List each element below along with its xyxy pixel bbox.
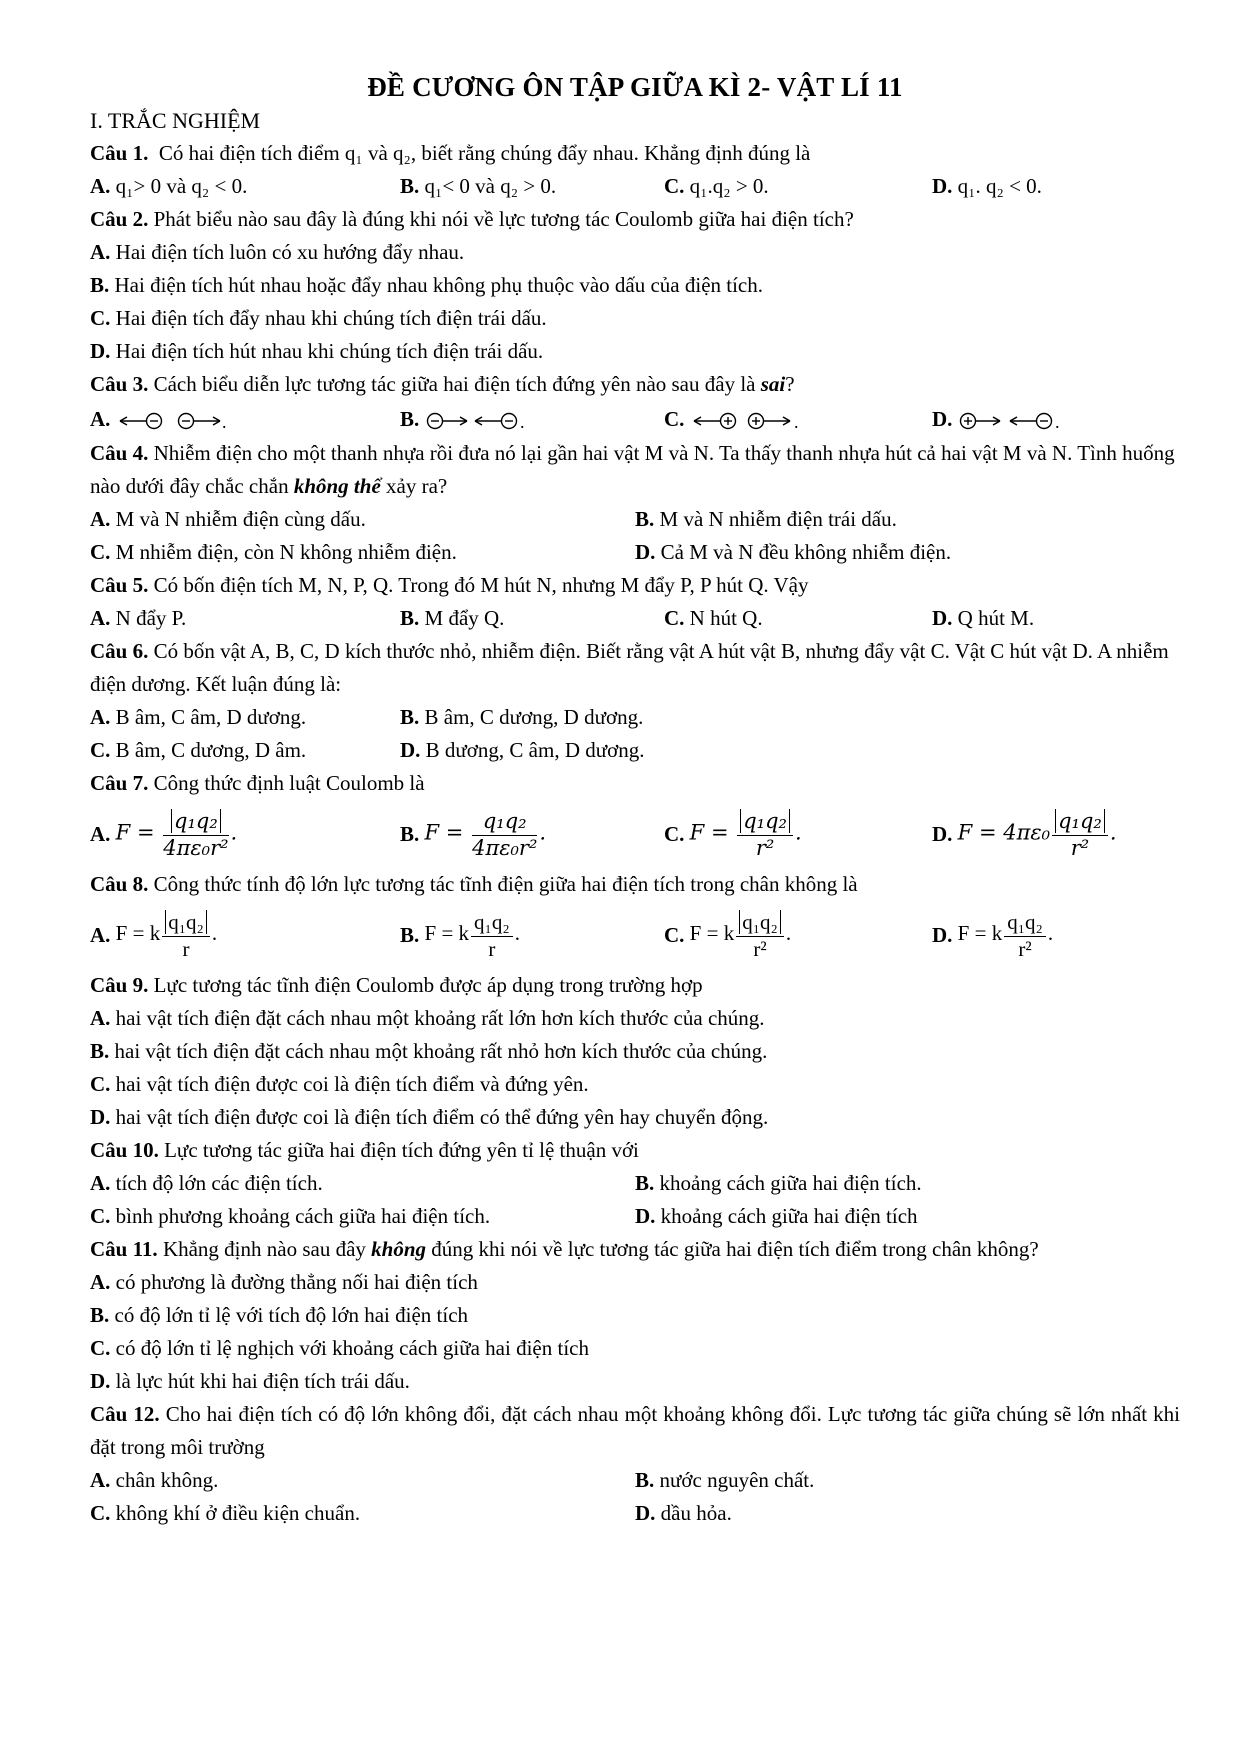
option-label: D. [932, 922, 953, 947]
option-c: Hai điện tích đẩy nhau khi chúng tích điện trái dấu. [115, 306, 547, 330]
document-page [90, 72, 1180, 1530]
question-stem: Lực tương tác tĩnh điện Coulomb được áp dụng trong trường hợp [153, 973, 703, 997]
option-c: M nhiễm điện, còn N không nhiễm điện. [115, 540, 457, 564]
option-label: C. [90, 1072, 111, 1096]
formula-d: F = 4πε₀ $\frac{\text{q₁q₂}}{\text{r²}}$ . [957, 809, 1117, 860]
option-label: D. [932, 174, 953, 198]
question-stem: Có bốn vật A, B, C, D kích thước nhỏ, nhiễm điện. Biết rằng vật A hút vật B, nhưng đẩy vật C. Vật C hút vật D. A nhiễm điện dương. Kết luận đúng là: [90, 639, 1169, 696]
question-label: Câu 8. [90, 872, 149, 896]
option-label: C. [90, 1336, 111, 1360]
option-b: q₁< 0 và q₂ > 0. [424, 174, 557, 198]
option-b: B âm, C dương, D dương. [424, 705, 644, 729]
option-label: C. [664, 406, 685, 431]
charge-arrow-diagram-b [425, 410, 535, 432]
question-label: Câu 9. [90, 973, 149, 997]
question-label: Câu 10. [90, 1138, 159, 1162]
option-b: Hai điện tích hút nhau hoặc đẩy nhau không phụ thuộc vào dấu của điện tích. [114, 273, 764, 297]
option-a: tích độ lớn các điện tích. [115, 1171, 323, 1195]
formula-c: F = k $\frac{\text{q₁q₂}}{\text{r²}}$ . [689, 910, 792, 961]
option-a: có phương là đường thẳng nối hai điện tích [115, 1270, 478, 1294]
question-label: Câu 11. [90, 1237, 158, 1261]
option-label: C. [90, 738, 111, 762]
option-a: B âm, C âm, D dương. [115, 705, 307, 729]
option-label: B. [400, 922, 420, 947]
option-label: A. [90, 705, 111, 729]
question-stem: Khẳng định nào sau đây [162, 1237, 366, 1261]
formula-a: F = k $\frac{\text{q₁q₂}}{r}$ . [115, 910, 218, 961]
question-stem: Cho hai điện tích có độ lớn không đổi, đặt cách nhau một khoảng không đổi. Lực tương tác giữa chúng sẽ lớn nhất khi đặt trong môi trường [90, 1402, 1180, 1459]
option-label: D. [932, 406, 953, 431]
option-label: A. [90, 240, 111, 264]
option-d: hai vật tích điện được coi là điện tích điểm có thể đứng yên hay chuyển động. [115, 1105, 769, 1129]
option-a: hai vật tích điện đặt cách nhau một khoảng rất lớn hơn kích thước của chúng. [115, 1006, 765, 1030]
question-label: Câu 1. [90, 141, 149, 165]
option-label: A. [90, 1171, 111, 1195]
option-c: có độ lớn tỉ lệ nghịch với khoảng cách giữa hai điện tích [115, 1336, 589, 1360]
emphasis: không thể [293, 474, 381, 498]
option-label: B. [90, 1303, 110, 1327]
option-label: C. [90, 1501, 111, 1525]
charge-arrow-diagram-a [116, 410, 226, 432]
question-stem: Có hai điện tích điểm q₁ và q₂, biết rằng chúng đẩy nhau. Khẳng định đúng là [158, 141, 811, 165]
option-label: B. [400, 606, 420, 630]
question-stem: Cách biểu diễn lực tương tác giữa hai điện tích đứng yên nào sau đây là [153, 372, 756, 396]
option-d: dầu hỏa. [660, 1501, 732, 1525]
option-d: Q hút M. [957, 606, 1035, 630]
question-label: Câu 3. [90, 372, 149, 396]
option-label: D. [932, 606, 953, 630]
option-c: hai vật tích điện được coi là điện tích điểm và đứng yên. [115, 1072, 589, 1096]
option-d: q₁. q₂ < 0. [957, 174, 1042, 198]
option-label: B. [90, 273, 110, 297]
option-label: D. [932, 821, 953, 846]
option-c: B âm, C dương, D âm. [115, 738, 307, 762]
option-c: q₁.q₂ > 0. [689, 174, 769, 198]
option-label: B. [400, 406, 420, 431]
option-label: B. [400, 174, 420, 198]
formula-d: F = k $\frac{\text{q₁q₂}}{\text{r²}}$ . [957, 910, 1054, 961]
option-label: C. [664, 922, 685, 947]
formula-b: F = k $\frac{\text{q₁q₂}}{r}$ . [424, 910, 520, 961]
option-label: C. [90, 540, 111, 564]
question-stem: Công thức tính độ lớn lực tương tác tĩnh điện giữa hai điện tích trong chân không là [153, 872, 858, 896]
option-label: A. [90, 1468, 111, 1492]
formula-options-row [90, 901, 1180, 969]
formula-b: F = $\frac{\text{q₁q₂}}{\text{4πε₀r²}}$ . [424, 809, 547, 860]
options-row [90, 401, 1180, 437]
option-label: D. [90, 339, 111, 363]
option-label: D. [400, 738, 421, 762]
question-1 [90, 137, 1180, 170]
emphasis: không [371, 1237, 427, 1261]
question-stem: Có bốn điện tích M, N, P, Q. Trong đó M hút N, nhưng M đẩy P, P hút Q. Vậy [153, 573, 809, 597]
option-label: A. [90, 406, 111, 431]
option-label: A. [90, 174, 111, 198]
question-label: Câu 4. [90, 441, 149, 465]
option-d: B dương, C âm, D dương. [425, 738, 645, 762]
option-label: A. [90, 922, 111, 947]
question-label: Câu 6. [90, 639, 149, 663]
option-d: là lực hút khi hai điện tích trái dấu. [115, 1369, 410, 1393]
question-label: Câu 7. [90, 771, 149, 795]
svg-text:.: . [1054, 411, 1060, 432]
option-a: M và N nhiễm điện cùng dấu. [115, 507, 366, 531]
option-label: D. [635, 1501, 656, 1525]
question-stem-end: xảy ra? [386, 474, 448, 498]
formula-options-row [90, 800, 1180, 868]
option-label: A. [90, 507, 111, 531]
option-a: Hai điện tích luôn có xu hướng đẩy nhau. [115, 240, 465, 264]
svg-text:.: . [793, 411, 799, 432]
emphasis: sai [760, 372, 786, 396]
options-row [90, 170, 1180, 203]
option-label: D. [635, 1204, 656, 1228]
option-label: C. [90, 306, 111, 330]
option-c: không khí ở điều kiện chuẩn. [115, 1501, 361, 1525]
option-d: khoảng cách giữa hai điện tích [660, 1204, 918, 1228]
svg-text:.: . [519, 411, 525, 432]
option-label: A. [90, 606, 111, 630]
option-label: D. [90, 1369, 111, 1393]
option-b: hai vật tích điện đặt cách nhau một khoảng rất nhỏ hơn kích thước của chúng. [114, 1039, 768, 1063]
formula-a: F = $\frac{\text{q₁q₂}}{\text{4πε₀r²}}$ . [115, 809, 238, 860]
section-heading: I. TRẮC NGHIỆM [90, 108, 261, 133]
option-label: D. [635, 540, 656, 564]
option-d: Hai điện tích hút nhau khi chúng tích điện trái dấu. [115, 339, 544, 363]
option-b: có độ lớn tỉ lệ với tích độ lớn hai điện tích [114, 1303, 469, 1327]
question-stem: Công thức định luật Coulomb là [153, 771, 425, 795]
question-stem-end: ? [785, 372, 795, 396]
question-stem: Nhiễm điện cho một thanh nhựa rồi đưa nó lại gần hai vật M và N. Ta thấy thanh nhựa hút cả hai vật M và N. Tình huống nào dưới đây chắc chắn [90, 441, 1175, 498]
option-label: C. [664, 174, 685, 198]
svg-text:.: . [221, 411, 227, 432]
question-label: Câu 2. [90, 207, 149, 231]
option-label: B. [400, 821, 420, 846]
question-label: Câu 5. [90, 573, 149, 597]
question-label: Câu 12. [90, 1402, 160, 1426]
option-label: A. [90, 1270, 111, 1294]
option-label: C. [664, 606, 685, 630]
option-b: M và N nhiễm điện trái dấu. [659, 507, 897, 531]
option-label: B. [635, 507, 655, 531]
option-label: A. [90, 1006, 111, 1030]
option-b: M đẩy Q. [424, 606, 505, 630]
option-label: C. [90, 1204, 111, 1228]
formula-c: F = $\frac{\text{q₁q₂}}{\text{r²}}$ . [689, 809, 802, 860]
option-label: C. [664, 821, 685, 846]
option-label: B. [635, 1171, 655, 1195]
question-stem: Phát biểu nào sau đây là đúng khi nói về lực tương tác Coulomb giữa hai điện tích? [153, 207, 854, 231]
option-label: B. [90, 1039, 110, 1063]
charge-arrow-diagram-c [690, 410, 810, 432]
option-c: N hút Q. [689, 606, 763, 630]
question-stem: Lực tương tác giữa hai điện tích đứng yên tỉ lệ thuận với [164, 1138, 639, 1162]
option-b: nước nguyên chất. [659, 1468, 815, 1492]
option-label: B. [400, 705, 420, 729]
option-c: bình phương khoảng cách giữa hai điện tích. [115, 1204, 491, 1228]
option-label: A. [90, 821, 111, 846]
option-b: khoảng cách giữa hai điện tích. [659, 1171, 922, 1195]
option-a: chân không. [115, 1468, 219, 1492]
option-d: Cả M và N đều không nhiễm điện. [660, 540, 952, 564]
option-label: D. [90, 1105, 111, 1129]
option-a: N đẩy P. [115, 606, 187, 630]
question-stem-end: đúng khi nói về lực tương tác giữa hai điện tích điểm trong chân không? [431, 1237, 1039, 1261]
page-title: ĐỀ CƯƠNG ÔN TẬP GIỮA KÌ 2- VẬT LÍ 11 [367, 72, 903, 102]
charge-arrow-diagram-d [958, 410, 1078, 432]
option-label: B. [635, 1468, 655, 1492]
option-a: q₁> 0 và q₂ < 0. [115, 174, 248, 198]
